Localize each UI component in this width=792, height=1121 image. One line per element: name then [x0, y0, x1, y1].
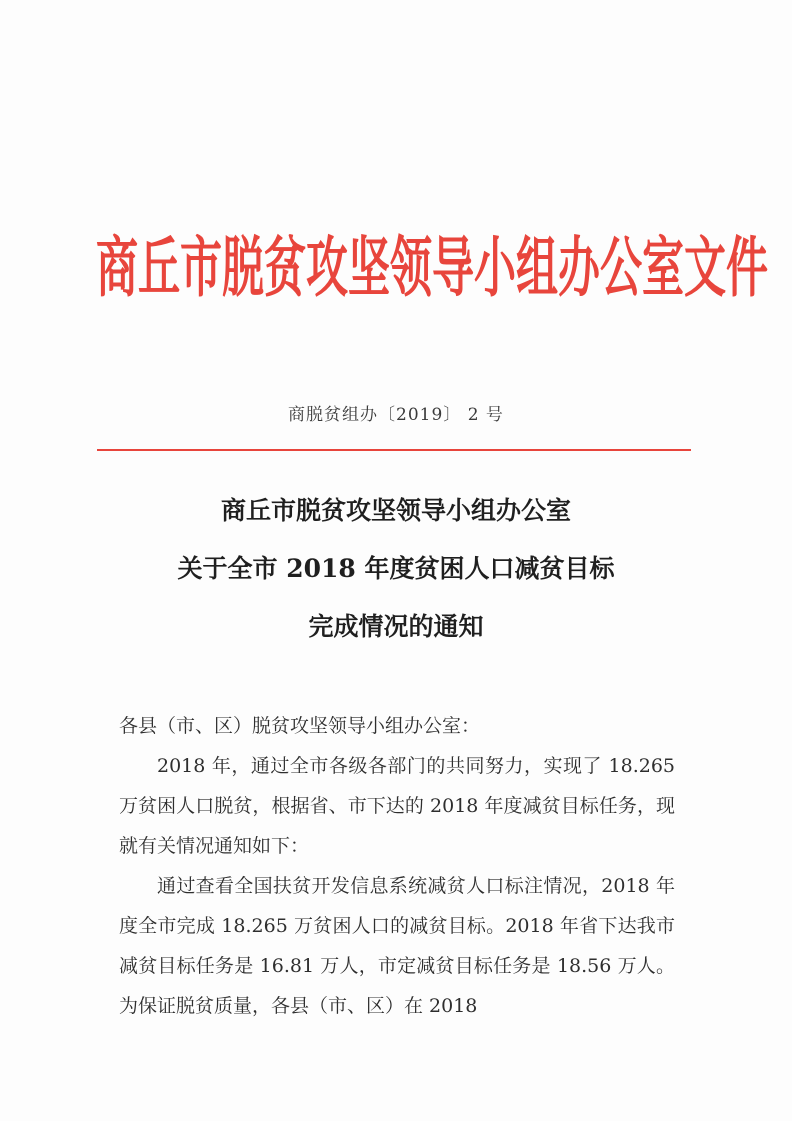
document-header-title: 商丘市脱贫攻坚领导小组办公室文件 [96, 229, 769, 306]
notice-title-line-1: 商丘市脱贫攻坚领导小组办公室 [220, 496, 571, 525]
notice-title-line-2: 关于全市 2018 年度贫困人口减贫目标 [177, 554, 615, 583]
header-divider [97, 449, 691, 451]
body-paragraph-1: 2018 年，通过全市各级各部门的共同努力，实现了 18.265 万贫困人口脱贫，根据省、市下达的 2018 年度减贫目标任务，现就有关情况通知如下： [119, 755, 675, 857]
salutation: 各县（市、区）脱贫攻坚领导小组办公室： [119, 715, 481, 737]
notice-title-line-3: 完成情况的通知 [308, 612, 484, 641]
document-body [119, 706, 675, 1026]
body-paragraph-2: 通过查看全国扶贫开发信息系统减贫人口标注情况，2018 年度全市完成 18.265 万贫困人口的减贫目标。2018 年省下达我市减贫目标任务是 16.81 万人，市定减贫目标任务是 18.56 万人。为保证脱贫质量，各县（市、区）在 2018 [119, 875, 675, 1017]
notice-title [0, 482, 792, 656]
document-number: 商脱贫组办〔2019〕 2 号 [288, 405, 504, 425]
